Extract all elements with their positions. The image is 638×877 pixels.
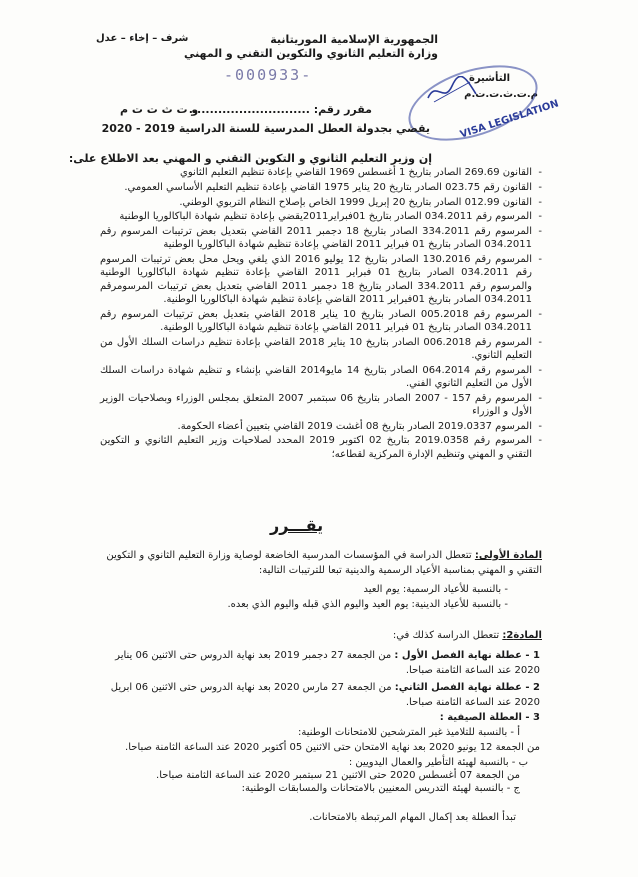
item-1-text: من الجمعة 27 دجمبر 2019 بعد نهاية الدروس حتى الاثنين 06 يناير 2020 عند الساعة الثامنة صباحا. [115,650,540,676]
article-1-official-holidays: - بالنسبة للأعياد الرسمية: يوم العيد [363,584,508,595]
citation-item: - القانون 012.99 الصادر بتاريخ 20 إبريل 1999 الخاص بإصلاح النظام التربوي الوطني. [100,196,542,209]
article-2-heading: المادة2: [502,630,542,641]
decree-number-label: مقرر رقم: ............................. [188,103,372,116]
citation-item: - المرسوم رقم 130.2016 الصادر بتاريخ 12 يوليو 2016 الذي يلغي ويحل محل بعض ترتيبات المرسوم رقم 034.2011 الصادر بتاريخ 01 فبراير 2011 القاضي بإعادة تنظيم شهادة الباكالوريا الوطنية والمرسوم رقم 334.2011 الصادر بتاريخ 18 دجمبر 2011 القاضي بتعديل بعض ترتيبات المرسومرقم 034.2011 الصادر بتاريخ 01فبراير 2011 القاضي بإعادة تنظيم شهادة الباكالوريا الوطنية. [100,253,542,306]
item-2-text: من الجمعة 27 مارس 2020 بعد نهاية الدروس حتى الاثنين 06 ابريل 2020 عند الساعة الثامنة صباحا. [110,682,540,708]
item-3b-label: ب - بالنسبة لهيئة التأطير والعمال اليدويين : [348,757,528,768]
citation-item: - القانون 269.69 الصادر بتاريخ 1 أغسطس 1969 القاضي بإعادة تنظيم التعليم الثانوي [100,166,542,179]
item-3a-text: من الجمعة 12 يونيو 2020 بعد نهاية الامتحان حتى الاثنين 05 أكتوبر 2020 عند الساعة الثامنة صباحا. [125,742,540,753]
article-1 [92,548,542,578]
document-number: -000933- [224,66,313,84]
citation-item: - المرسوم رقم 2019.0358 بتاريخ 02 اكتوبر 2019 المحدد لصلاحيات وزير التعليم الثانوي و التكوين التقني و المهني وتنظيم الإدارة المركزية لقطاعه؛ [100,434,542,460]
citation-item: - المرسوم رقم 334.2011 الصادر بتاريخ 18 دجمبر 2011 القاضي بتعديل بعض ترتيبات المرسوم رقم 034.2011 الصادر بتاريخ 01 فبراير 2011 القاضي بإعادة تنظيم شهادة الباكالوريا الوطنية [100,225,542,251]
item-1-label: 1 - عطلة نهاية الفصل الأول : [394,650,540,661]
citation-item: - المرسوم رقم 005.2018 الصادر بتاريخ 10 يناير 2018 القاضي بتعديل بعض ترتيبات المرسوم رقم 034.2011 الصادر بتاريخ 01 فبراير 2011 القاضي بإعادة تنظيم شهادة الباكالوريا الوطنية. [100,308,542,334]
national-motto: شرف – إخاء – عدل [96,33,189,44]
country-name: الجمهورية الإسلامية الموريتانية [270,33,438,46]
visa-label: التأشيرة [468,73,510,84]
item-3a-label: أ - بالنسبة للتلاميذ غير المترشحين للامتحانات الوطنية: [297,727,520,738]
ministry-name: وزارة التعليم الثانوي والتكوين التقني و المهني [183,47,438,60]
citation-item: - القانون رقم 023.75 الصادر بتاريخ 20 يناير 1975 القاضي بإعادة تنظيم التعليم الأساسي العمومي. [100,181,542,194]
article-2-item-1 [94,648,540,678]
article-2-item-3-label: 3 - العطلة الصيفية : [439,712,540,723]
article-2-item-2 [94,680,540,710]
citation-item: - المرسوم رقم 157 - 2007 الصادر بتاريخ 06 سبتمبر 2007 المتعلق بمجلس الوزراء وبصلاحيات الوزير الأول و الوزراء [100,392,542,418]
article-1-religious-holidays: - بالنسبة للأعياد الدينية: يوم العيد واليوم الذي قبله واليوم الذي بعده. [227,599,508,610]
decree-reference: و ت ث ت ت م [120,103,199,116]
signature-icon [426,76,478,106]
citation-item: - المرسوم رقم 034.2011 الصادر بتاريخ 01فبراير2011يقضي بإعادة تنظيم شهادة الباكالوريا الوطنية [100,210,542,223]
article-1-heading: المادة الأولى: [474,550,542,561]
citation-item: - المرسوم رقم 006.2018 الصادر بتاريخ 10 يناير 2018 القاضي بإعادة تنظيم دراسات السلك الأول من التعليم الثانوي. [100,336,542,362]
citation-item: - المرسوم رقم 064.2014 الصادر بتاريخ 14 مايو2014 القاضي بإنشاء و تنظيم شهادة دراسات السلك الأول من التعليم الثانوي الفني. [100,364,542,390]
item-3c-text: تبدأ العطلة بعد إكمال المهام المرتبطة بالامتحانات. [309,812,516,823]
item-3c-label: ج - بالنسبة لهيئة التدريس المعنيين بالامتحانات والمسابقات الوطنية: [241,783,520,794]
preamble-intro: إن وزير التعليم الثانوي و التكوين التقني و المهني بعد الاطلاع على: [68,152,432,165]
article-1-text: تتعطل الدراسة في المؤسسات المدرسية الخاضعة لوصاية وزارة التعليم الثانوي و التكوين التقني و المهني بمناسبة الأعياد الرسمية والدينية تبعا للترتيبات التالية: [106,550,542,576]
article-2 [393,630,542,641]
article-2-text: تتعطل الدراسة كذلك في: [392,630,500,641]
citations-list [100,166,542,462]
item-3b-text: من الجمعة 07 أغسطس 2020 حتى الاثنين 21 سبتمبر 2020 عند الساعة الثامنة صباحا. [156,770,520,781]
stamp-text: VISA LEGISLATION [458,98,561,141]
decree-subject: يقضي بجدولة العطل المدرسية للسنة الدراسية 2019 - 2020 [101,122,430,135]
item-2-label: 2 - عطلة نهاية الفصل الثاني: [394,682,540,693]
citation-item: - المرسوم 2019.0337 الصادر بتاريخ 08 أغشت 2019 القاضي بتعيين أعضاء الحكومة. [100,420,542,433]
decides-heading: يقـــرر [270,516,324,535]
visa-reference: م.ت.ث.ت.ت.م [464,89,538,100]
